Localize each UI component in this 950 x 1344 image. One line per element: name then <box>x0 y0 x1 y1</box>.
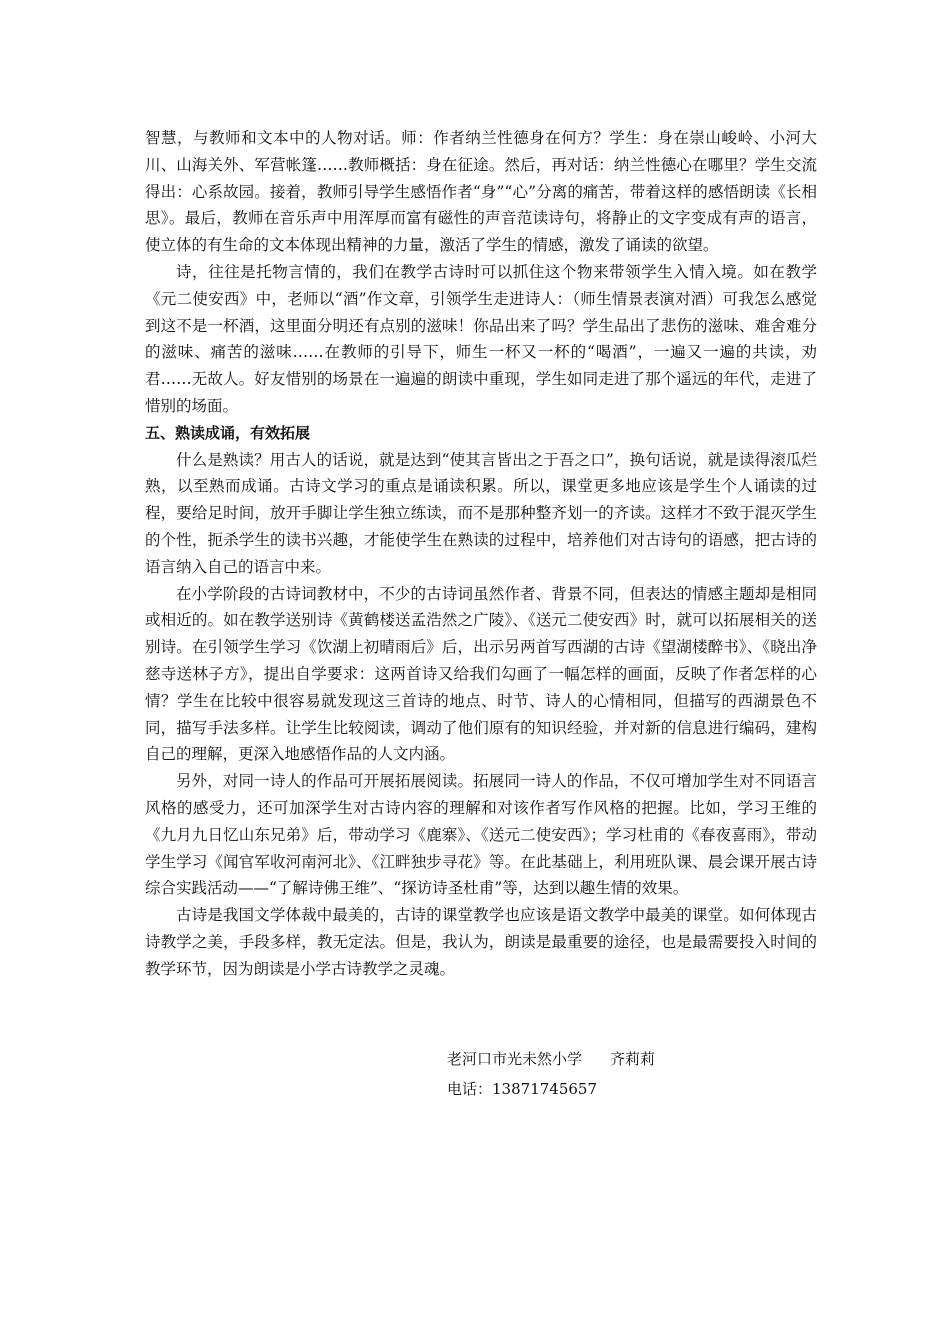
paragraph-4: 在小学阶段的古诗词教材中，不少的古诗词虽然作者、背景不同，但表达的情感主题却是相同或相近的。如在教学送别诗《黄鹤楼送孟浩然之广陵》、《送元二使安西》时，就可以拓展相关的送别诗。在引领学生学习《饮湖上初晴雨后》后，出示另两首写西湖的古诗《望湖楼醉书》、《晓出净慈寺送林子方》，提出自学要求：这两首诗又给我们勾画了一幅怎样的画面，反映了作者怎样的心情？学生在比较中很容易就发现这三首诗的地点、时节、诗人的心情相同，但描写的西湖景色不同，描写手法多样。让学生比较阅读，调动了他们原有的知识经验，并对新的信息进行编码，建构自己的理解，更深入地感悟作品的人文内涵。 <box>145 584 817 764</box>
section-heading: 五、熟读成诵，有效拓展 <box>145 423 311 442</box>
signature-line-1 <box>447 1044 655 1074</box>
school-name: 老河口市光未然小学 <box>447 1050 583 1068</box>
signature-block <box>447 1044 655 1104</box>
phone-label: 电话： <box>447 1080 493 1098</box>
paragraph-6: 古诗是我国文学体裁中最美的，古诗的课堂教学也应该是语文教学中最美的课堂。如何体现古诗教学之美，手段多样，教无定法。但是，我认为，朗读是最重要的途径，也是最需要投入时间的教学环节，因为朗读是小学古诗教学之灵魂。 <box>145 906 817 978</box>
phone-number: 13871745657 <box>492 1080 597 1098</box>
paragraph-1: 智慧，与教师和文本中的人物对话。师：作者纳兰性德身在何方？学生：身在崇山峻岭、小河大川、山海关外、军营帐篷……教师概括：身在征途。然后，再对话：纳兰性德心在哪里？学生交流得出：心系故园。接着，教师引导学生感悟作者“身”“心”分离的痛苦，带着这样的感悟朗读《长相思》。最后，教师在音乐声中用浑厚而富有磁性的声音范读诗句，将静止的文字变成有声的语言，使立体的有生命的文本体现出精神的力量，激活了学生的情感，激发了诵读的欲望。 <box>145 129 817 255</box>
author-name: 齐莉莉 <box>610 1050 656 1068</box>
paragraph-3: 什么是熟读？用古人的话说，就是达到“使其言皆出之于吾之口”，换句话说，就是读得滚瓜烂熟，以至熟而成诵。古诗文学习的重点是诵读积累。所以，课堂更多地应该是学生个人诵读的过程，要给足时间，放开手脚让学生独立练读，而不是那种整齐划一的齐读。这样才不致于混灭学生的个性，扼杀学生的读书兴趣，才能使学生在熟读的过程中，培养他们对古诗句的语感，把古诗的语言纳入自己的语言中来。 <box>145 450 817 576</box>
paragraph-2: 诗，往往是托物言情的，我们在教学古诗时可以抓住这个物来带领学生入情入境。如在教学《元二使安西》中，老师以“酒”作文章，引领学生走进诗人：（师生情景表演对酒）可我怎么感觉到这不是一杯酒，这里面分明还有点别的滋味！你品出来了吗？学生品出了悲伤的滋味、难舍难分的滋味、痛苦的滋味……在教师的引导下，师生一杯又一杯的“喝酒”，一遍又一遍的共读，劝君……无故人。好友惜别的场景在一遍遍的朗读中重现，学生如同走进了那个遥远的年代，走进了惜别的场面。 <box>145 262 817 415</box>
signature-line-2 <box>447 1074 655 1104</box>
paragraph-5: 另外，对同一诗人的作品可开展拓展阅读。拓展同一诗人的作品，不仅可增加学生对不同语言风格的感受力，还可加深学生对古诗内容的理解和对该作者写作风格的把握。比如，学习王维的《九月九日忆山东兄弟》后，带动学习《鹿寨》、《送元二使安西》；学习杜甫的《春夜喜雨》，带动学生学习《闻官军收河南河北》、《江畔独步寻花》等。在此基础上，利用班队课、晨会课开展古诗综合实践活动——“了解诗佛王维”、“探访诗圣杜甫”等，达到以趣生情的效果。 <box>145 772 817 898</box>
document-body <box>145 125 817 983</box>
